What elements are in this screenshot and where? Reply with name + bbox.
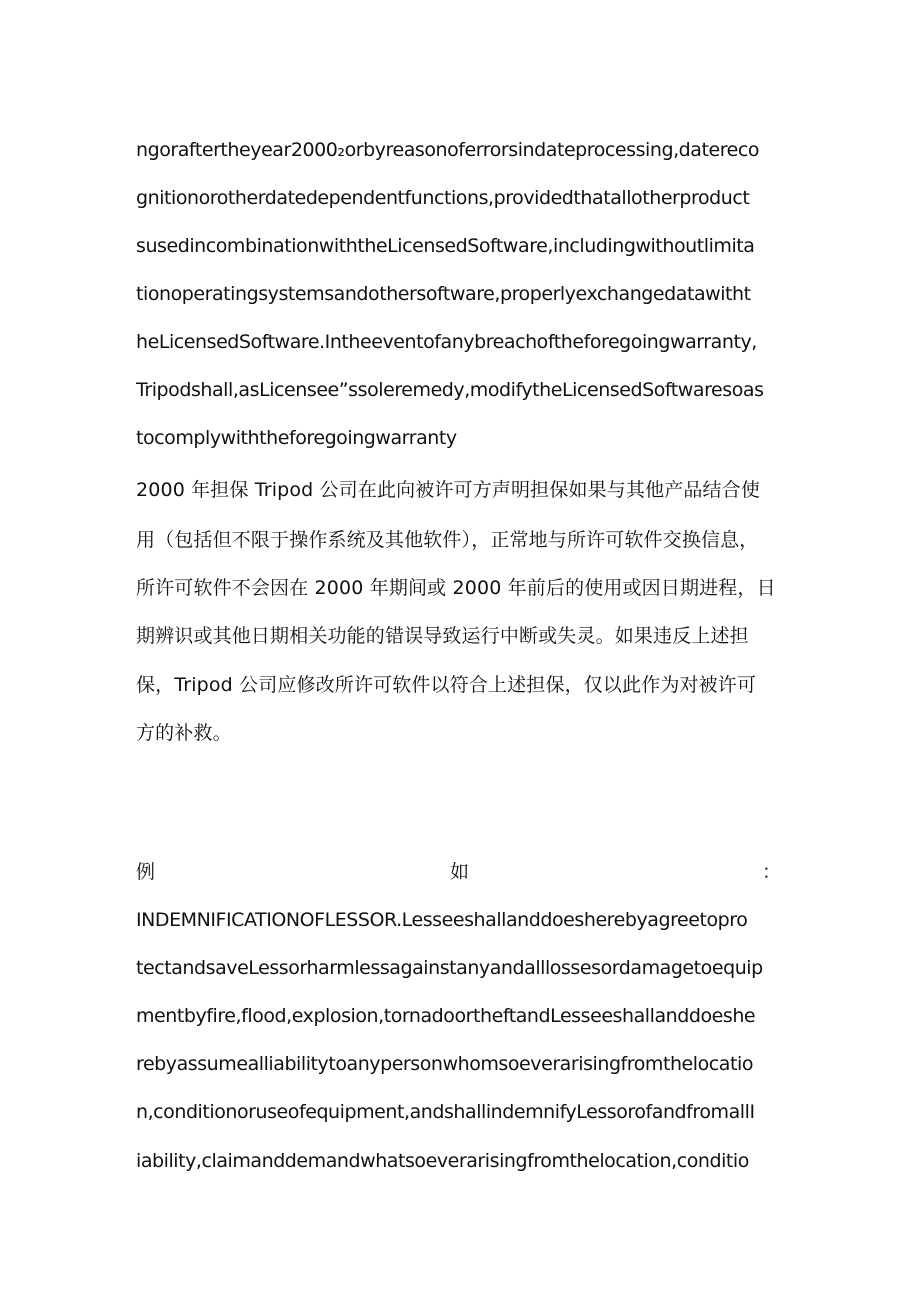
example-heading <box>136 860 782 884</box>
paragraph-line: n,conditionoruseofequipment,andshallindemnifyLessorofandfromallI <box>136 1101 755 1123</box>
paragraph-line: Tripodshall,asLicensee”ssoleremedy,modifytheLicensedSoftwaresoas <box>136 379 764 401</box>
paragraph-line: heLicensedSoftware.Intheeventofanybreachoftheforegoingwarranty, <box>136 331 757 353</box>
heading-colon: ： <box>762 861 782 883</box>
paragraph-line: mentbyfire,flood,explosion,tornadoortheftandLesseeshallanddoeshe <box>136 1005 756 1027</box>
paragraph-line: tionoperatingsystemsandothersoftware,properlyexchangedatawitht <box>136 283 751 305</box>
paragraph-line: 用（包括但不限于操作系统及其他软件），正常地与所许可软件交换信息， <box>136 529 759 551</box>
heading-char: 例 <box>136 861 156 883</box>
paragraph-line: ngoraftertheyear2000₂orbyreasonoferrorsindateprocessing,datereco <box>136 139 760 161</box>
paragraph-line: INDEMNIFICATIONOFLESSOR.Lesseeshallanddoesherebyagreetopro <box>136 909 748 931</box>
paragraph-line: iability,claimanddemandwhatsoeverarisingfromthelocation,conditio <box>136 1150 749 1172</box>
paragraph-line: 2000 年担保 Tripod 公司在此向被许可方声明担保如果与其他产品结合使 <box>136 479 760 501</box>
paragraph-line: 方的补救。 <box>136 722 232 744</box>
paragraph-line: 保，Tripod 公司应修改所许可软件以符合上述担保，仅以此作为对被许可 <box>136 674 757 696</box>
heading-char: 如 <box>450 861 470 883</box>
paragraph-line: 所许可软件不会因在 2000 年期间或 2000 年前后的使用或因日期进程，日 <box>136 577 776 599</box>
paragraph-line: gnitionorotherdatedependentfunctions,providedthatallotherproduct <box>136 187 750 209</box>
paragraph-line: 期辨识或其他日期相关功能的错误导致运行中断或失灵。如果违反上述担 <box>136 625 749 647</box>
paragraph-line: rebyassumealliabilitytoanypersonwhomsoeverarisingfromthelocatio <box>136 1053 753 1075</box>
paragraph-line: tectandsaveLessorharmlessagainstanyandalllossesordamagetoequip <box>136 957 763 979</box>
paragraph-line: susedincombinationwiththeLicensedSoftware,includingwithoutlimita <box>136 235 755 257</box>
paragraph-line: tocomplywiththeforegoingwarranty <box>136 427 457 449</box>
